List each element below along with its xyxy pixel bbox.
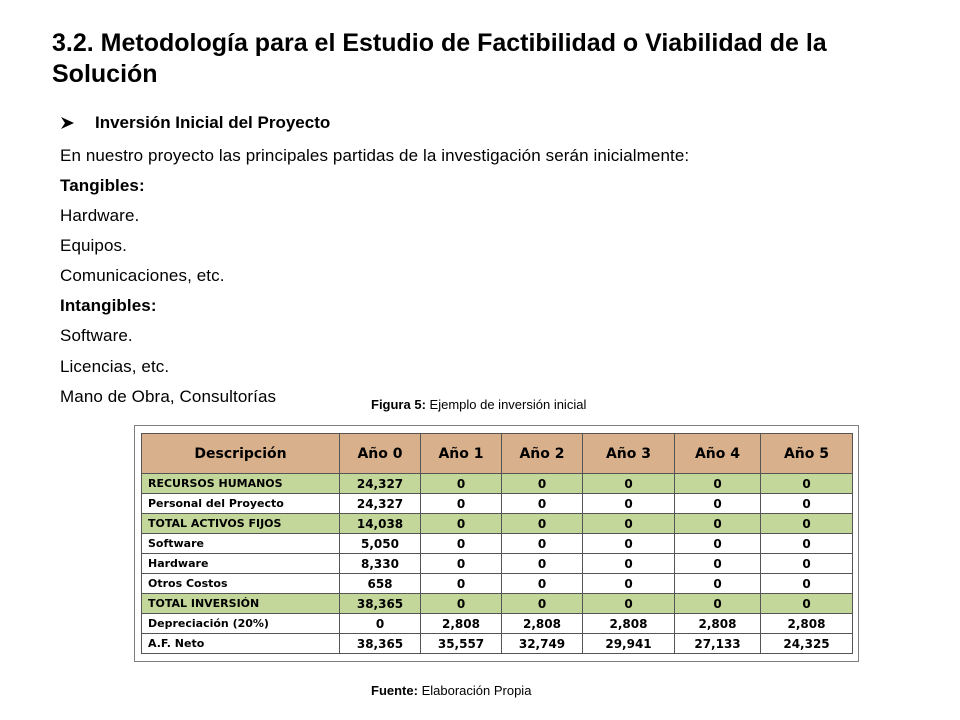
cell-value: 0 bbox=[502, 514, 583, 534]
cell-value: 32,749 bbox=[502, 634, 583, 654]
cell-value: 0 bbox=[502, 574, 583, 594]
cell-value: 0 bbox=[583, 574, 675, 594]
row-label: Personal del Proyecto bbox=[142, 494, 340, 514]
table-row bbox=[142, 594, 853, 614]
figure-label: Figura 5: bbox=[371, 397, 426, 412]
cell-value: 0 bbox=[502, 474, 583, 494]
cell-value: 658 bbox=[340, 574, 421, 594]
cell-value: 27,133 bbox=[675, 634, 761, 654]
row-label: RECURSOS HUMANOS bbox=[142, 474, 340, 494]
cell-value: 38,365 bbox=[340, 634, 421, 654]
cell-value: 0 bbox=[421, 574, 502, 594]
cell-value: 0 bbox=[583, 594, 675, 614]
source-text: Elaboración Propia bbox=[421, 683, 532, 698]
cell-value: 0 bbox=[421, 534, 502, 554]
row-label: TOTAL ACTIVOS FIJOS bbox=[142, 514, 340, 534]
row-label: Depreciación (20%) bbox=[142, 614, 340, 634]
list-item: Software. bbox=[60, 326, 133, 345]
section-bullet bbox=[60, 111, 330, 135]
source-caption bbox=[371, 683, 531, 699]
cell-value: 0 bbox=[675, 594, 761, 614]
list-item: Licencias, etc. bbox=[60, 357, 170, 376]
column-header: Descripción bbox=[142, 434, 340, 474]
cell-value: 14,038 bbox=[340, 514, 421, 534]
intangibles-heading: Intangibles: bbox=[60, 296, 157, 315]
cell-value: 0 bbox=[421, 474, 502, 494]
investment-table bbox=[141, 433, 853, 654]
list-item: Hardware. bbox=[60, 206, 140, 225]
cell-value: 8,330 bbox=[340, 554, 421, 574]
cell-value: 0 bbox=[761, 594, 853, 614]
row-label: A.F. Neto bbox=[142, 634, 340, 654]
table-row bbox=[142, 554, 853, 574]
section-heading: Inversión Inicial del Proyecto bbox=[95, 113, 331, 132]
cell-value: 35,557 bbox=[421, 634, 502, 654]
table-row bbox=[142, 514, 853, 534]
cell-value: 0 bbox=[675, 494, 761, 514]
cell-value: 0 bbox=[675, 534, 761, 554]
cell-value: 38,365 bbox=[340, 594, 421, 614]
cell-value: 2,808 bbox=[761, 614, 853, 634]
cell-value: 0 bbox=[761, 494, 853, 514]
cell-value: 0 bbox=[502, 554, 583, 574]
cell-value: 0 bbox=[583, 514, 675, 534]
cell-value: 0 bbox=[761, 574, 853, 594]
cell-value: 0 bbox=[502, 494, 583, 514]
cell-value: 0 bbox=[502, 534, 583, 554]
cell-value: 2,808 bbox=[502, 614, 583, 634]
arrow-bullet-icon bbox=[60, 116, 75, 130]
figure-caption bbox=[371, 397, 586, 413]
column-header: Año 2 bbox=[502, 434, 583, 474]
cell-value: 2,808 bbox=[421, 614, 502, 634]
cell-value: 0 bbox=[421, 494, 502, 514]
cell-value: 0 bbox=[761, 554, 853, 574]
cell-value: 0 bbox=[340, 614, 421, 634]
cell-value: 29,941 bbox=[583, 634, 675, 654]
cell-value: 0 bbox=[583, 534, 675, 554]
cell-value: 0 bbox=[675, 474, 761, 494]
tangibles-heading: Tangibles: bbox=[60, 176, 145, 195]
cell-value: 0 bbox=[761, 534, 853, 554]
cell-value: 2,808 bbox=[675, 614, 761, 634]
intro-line: En nuestro proyecto las principales partidas de la investigación serán inicialmente: bbox=[60, 146, 690, 165]
table-row bbox=[142, 614, 853, 634]
column-header: Año 3 bbox=[583, 434, 675, 474]
table-row bbox=[142, 474, 853, 494]
cell-value: 24,325 bbox=[761, 634, 853, 654]
cell-value: 0 bbox=[583, 494, 675, 514]
column-header: Año 0 bbox=[340, 434, 421, 474]
list-item: Comunicaciones, etc. bbox=[60, 266, 225, 285]
cell-value: 0 bbox=[675, 574, 761, 594]
row-label: Hardware bbox=[142, 554, 340, 574]
column-header: Año 5 bbox=[761, 434, 853, 474]
source-label: Fuente: bbox=[371, 683, 418, 698]
cell-value: 0 bbox=[421, 554, 502, 574]
cell-value: 0 bbox=[583, 474, 675, 494]
figure-text: Ejemplo de inversión inicial bbox=[429, 397, 587, 412]
row-label: Otros Costos bbox=[142, 574, 340, 594]
cell-value: 0 bbox=[421, 594, 502, 614]
row-label: Software bbox=[142, 534, 340, 554]
cell-value: 0 bbox=[421, 514, 502, 534]
cell-value: 0 bbox=[502, 594, 583, 614]
column-header: Año 1 bbox=[421, 434, 502, 474]
slide-title: 3.2. Metodología para el Estudio de Factibilidad o Viabilidad de la Solución bbox=[52, 29, 827, 88]
cell-value: 2,808 bbox=[583, 614, 675, 634]
table-row bbox=[142, 634, 853, 654]
column-header: Año 4 bbox=[675, 434, 761, 474]
cell-value: 0 bbox=[675, 554, 761, 574]
row-label: TOTAL INVERSIÓN bbox=[142, 594, 340, 614]
cell-value: 0 bbox=[583, 554, 675, 574]
table-row bbox=[142, 494, 853, 514]
cell-value: 24,327 bbox=[340, 494, 421, 514]
cell-value: 0 bbox=[761, 474, 853, 494]
list-item: Equipos. bbox=[60, 236, 127, 255]
cell-value: 0 bbox=[675, 514, 761, 534]
cell-value: 5,050 bbox=[340, 534, 421, 554]
table-header-row bbox=[142, 434, 853, 474]
table-row bbox=[142, 574, 853, 594]
cell-value: 24,327 bbox=[340, 474, 421, 494]
list-item: Mano de Obra, Consultorías bbox=[60, 387, 277, 406]
cell-value: 0 bbox=[761, 514, 853, 534]
table-row bbox=[142, 534, 853, 554]
